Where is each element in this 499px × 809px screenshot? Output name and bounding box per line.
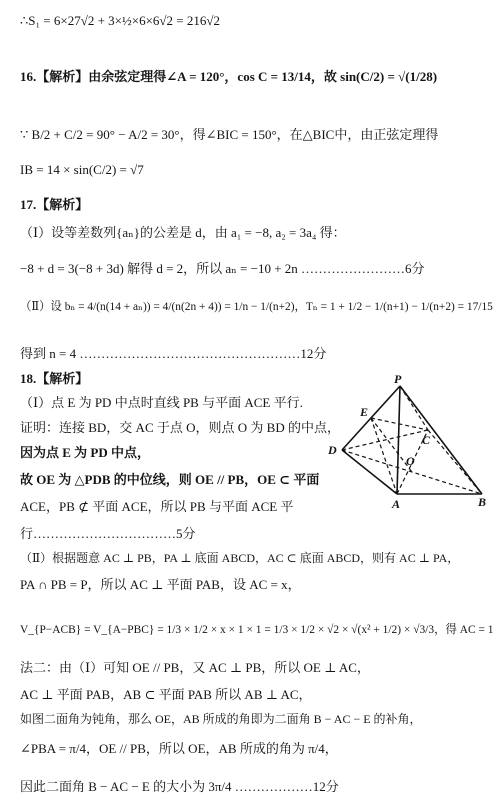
- edge-pa: [397, 386, 400, 494]
- line-22: 如图二面角为钝角，那么 OE，AB 所成的角即为二面角 B − AC − E 的补角，: [20, 712, 422, 726]
- label-e: E: [360, 405, 369, 419]
- line-13: 因为点 E 为 PD 中点，: [20, 445, 151, 460]
- line-18: PA ∩ PB = P，所以 AC ⊥ 平面 PAB，设 AC = x，: [20, 577, 301, 592]
- edge-dc: [342, 430, 428, 450]
- line-4: IB = 14 × sin(C/2) = √7: [20, 162, 144, 177]
- line-2: 16.【解析】由余弦定理得∠A = 120°，cos C = 13/14，故 sin(C/2) = √(1/28): [20, 69, 438, 84]
- line-14: 故 OE 为 △PDB 的中位线，则 OE // PB，OE ⊂ 平面: [20, 472, 320, 487]
- line-17: （Ⅱ）根据题意 AC ⊥ PB，PA ⊥ 底面 ABCD，AC ⊂ 底面 ABCD，则有 AC ⊥ PA，: [20, 551, 460, 565]
- line-10: 18.【解析】: [20, 371, 89, 386]
- line-11: （Ⅰ）点 E 为 PD 中点时直线 PB 与平面 ACE 平行.: [20, 395, 303, 410]
- line-23: ∠PBA = π/4，OE // PB，所以 OE，AB 所成的角为 π/4，: [20, 741, 338, 756]
- line-9: 得到 n = 4 ……………………………………………12分: [20, 346, 327, 361]
- line-20: 法二：由（Ⅰ）可知 OE // PB，又 AC ⊥ PB，所以 OE ⊥ AC，: [20, 660, 370, 675]
- label-a: A: [392, 497, 401, 511]
- line-6: （Ⅰ）设等差数列{aₙ}的公差是 d，由 a₁ = −8, a₂ = 3a₄ 得：: [20, 225, 346, 240]
- edge-pc: [400, 386, 428, 430]
- line-7: −8 + d = 3(−8 + 3d) 解得 d = 2，所以 aₙ = −10 + 2n ……………………6分: [20, 261, 425, 276]
- line-1: ∴S₁ = 6×27√2 + 3×½×6×6√2 = 216√2: [20, 13, 221, 28]
- edge-pb: [400, 386, 482, 494]
- label-c: C: [422, 433, 431, 447]
- line-8: （Ⅱ）设 bₙ = 4/(n(14 + aₙ)) = 4/(n(2n + 4)) = 1/n − 1/(n+2)，Tₙ = 1 + 1/2 − 1/(n+1) − 1/(n+2) = 17/15: [20, 299, 493, 313]
- label-o: O: [406, 454, 415, 468]
- label-b: B: [478, 495, 487, 509]
- line-16: 行……………………………5分: [20, 526, 196, 541]
- line-12: 证明：连接 BD，交 AC 于点 O，则点 O 为 BD 的中点，: [20, 420, 340, 435]
- line-21: AC ⊥ 平面 PAB，AB ⊂ 平面 PAB 所以 AB ⊥ AC，: [20, 687, 312, 702]
- edge-cb: [428, 430, 482, 494]
- line-5: 17.【解析】: [20, 197, 89, 212]
- line-24: 因此二面角 B − AC − E 的大小为 3π/4 ………………12分: [20, 779, 339, 794]
- label-p: P: [394, 372, 402, 386]
- pyramid-figure: [322, 372, 492, 514]
- line-19: V_{P−ACB} = V_{A−PBC} = 1/3 × 1/2 × x × 1 × 1 = 1/3 × 1/2 × √2 × √(x² + 1/2) × √3/3，得 AC = 1: [20, 622, 494, 636]
- label-d: D: [328, 443, 337, 457]
- line-15: ACE，PB ⊄ 平面 ACE，所以 PB 与平面 ACE 平: [20, 499, 294, 514]
- line-3: ∵ B/2 + C/2 = 90° − A/2 = 30°，得∠BIC = 150°，在△BIC中，由正弦定理得: [20, 127, 439, 142]
- edge-da: [342, 450, 397, 494]
